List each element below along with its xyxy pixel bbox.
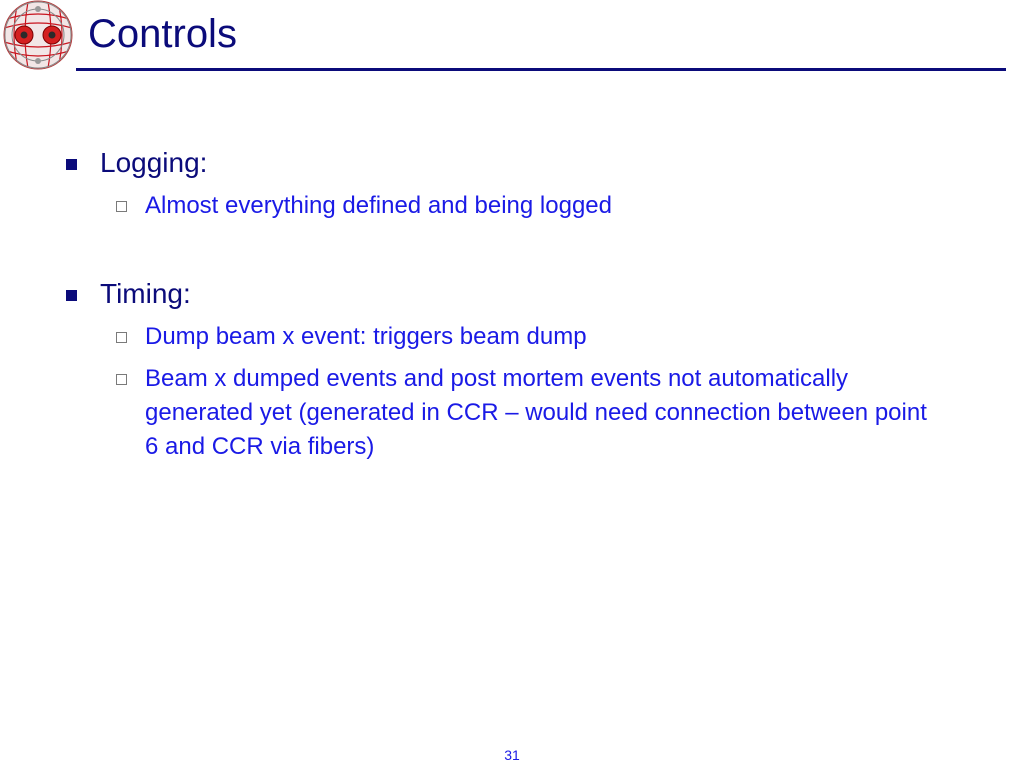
sub-bullet-logging-1: [116, 189, 936, 223]
hollow-square-icon: [116, 201, 127, 212]
sub-bullet-text: Dump beam x event: triggers beam dump: [145, 323, 587, 350]
title-divider: [76, 68, 1006, 71]
slide-title: Controls: [88, 12, 237, 56]
sub-bullet-text: Almost everything defined and being logged: [145, 192, 612, 219]
filled-square-icon: [66, 290, 77, 301]
section-heading: Logging:: [100, 147, 208, 178]
sub-bullet-timing-2: [116, 362, 936, 464]
filled-square-icon: [66, 159, 77, 170]
section-heading: Timing:: [100, 278, 191, 309]
lhc-logo: [0, 0, 78, 70]
sub-bullet-text: Beam x dumped events and post mortem events not automatically generated yet (generated in CCR – would need connection between point 6 and CCR via fibers): [145, 365, 927, 460]
hollow-square-icon: [116, 374, 127, 385]
sub-bullet-timing-1: [116, 320, 936, 354]
hollow-square-icon: [116, 332, 127, 343]
page-number: 31: [504, 747, 520, 763]
